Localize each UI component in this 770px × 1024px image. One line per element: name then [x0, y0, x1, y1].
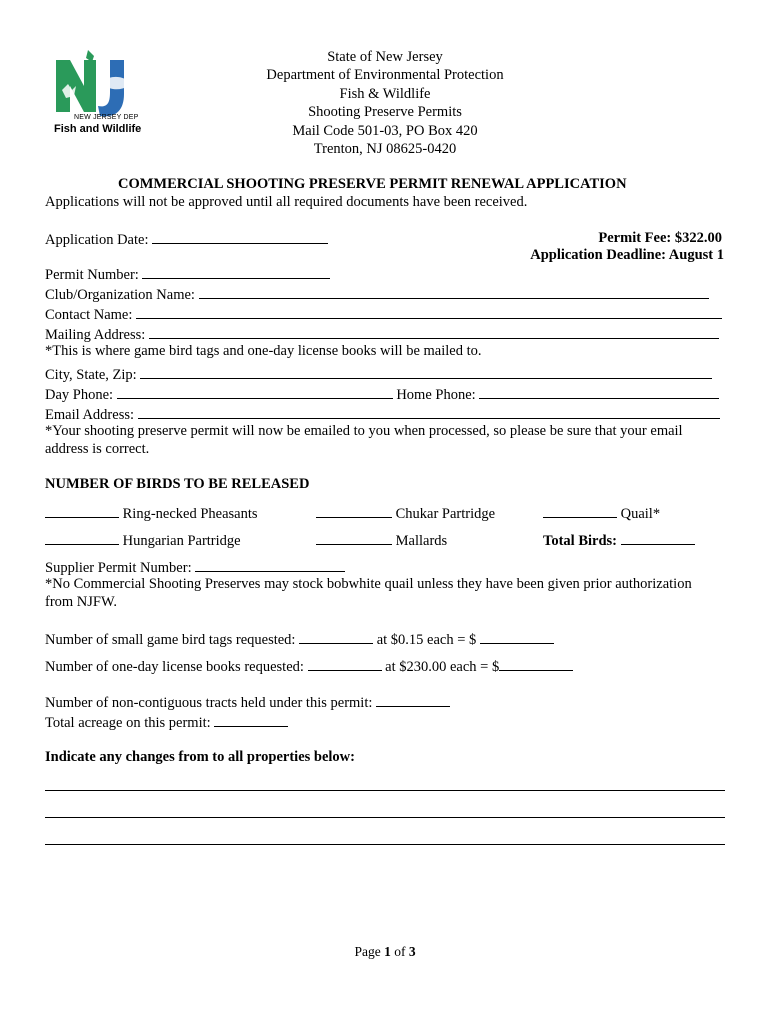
mailing-row: [45, 325, 719, 344]
tracts-label: Number of non-contiguous tracts held under this permit:: [45, 695, 373, 711]
header-division: Fish & Wildlife: [339, 85, 431, 102]
header-city: Trenton, NJ 08625-0420: [313, 141, 457, 158]
page-footer: [0, 944, 770, 960]
form-title: COMMERCIAL SHOOTING PRESERVE PERMIT RENEWAL APPLICATION: [118, 176, 627, 192]
home-phone-field[interactable]: [479, 385, 719, 399]
email-field[interactable]: [138, 405, 720, 419]
mallards-field[interactable]: [316, 531, 392, 545]
acreage-label: Total acreage on this permit:: [45, 715, 211, 731]
quail-note-1: *No Commercial Shooting Preserves may stock bobwhite quail unless they have been given prior authorization: [45, 576, 692, 592]
permit-number-label: Permit Number:: [45, 267, 139, 283]
birds-heading: NUMBER OF BIRDS TO BE RELEASED: [45, 476, 310, 492]
ring-necked-field[interactable]: [45, 504, 119, 518]
hungarian-row: [45, 531, 241, 550]
changes-line-3[interactable]: [45, 844, 725, 845]
page-total: 3: [408, 944, 416, 959]
mailing-field[interactable]: [149, 325, 719, 339]
ring-necked-label: Ring-necked Pheasants: [122, 506, 258, 522]
contact-field[interactable]: [136, 305, 722, 319]
application-date-field[interactable]: [152, 230, 328, 244]
club-row: [45, 285, 709, 304]
of-word: of: [394, 944, 406, 959]
changes-line-2[interactable]: [45, 817, 725, 818]
form-notice: Applications will not be approved until all required documents have been received.: [45, 194, 528, 210]
changes-heading: Indicate any changes from to all properties below:: [45, 749, 355, 765]
supplier-field[interactable]: [195, 558, 345, 572]
books-label: Number of one-day license books requested:: [45, 659, 304, 675]
header-state: State of New Jersey: [327, 49, 443, 65]
acreage-row: [45, 713, 288, 732]
city-label: City, State, Zip:: [45, 367, 137, 383]
application-date-row: [45, 230, 328, 249]
contact-label: Contact Name:: [45, 307, 133, 323]
logo-text: Fish and Wildlife: [54, 123, 142, 135]
page-number: 1: [384, 944, 391, 959]
day-phone-field[interactable]: [117, 385, 393, 399]
tracts-field[interactable]: [376, 693, 450, 707]
email-note-2: address is correct.: [45, 441, 150, 457]
header-department: Department of Environmental Protection: [266, 67, 504, 84]
chukar-label: Chukar Partridge: [395, 506, 496, 522]
books-row: [45, 657, 573, 676]
changes-line-1[interactable]: [45, 790, 725, 791]
tags-quantity-field[interactable]: [299, 630, 373, 644]
books-quantity-field[interactable]: [308, 657, 382, 671]
mailing-label: Mailing Address:: [45, 327, 146, 343]
contact-row: [45, 305, 722, 324]
email-note-1: *Your shooting preserve permit will now be emailed to you when processed, so please be sure that your email: [45, 423, 683, 439]
club-label: Club/Organization Name:: [45, 287, 195, 303]
mallards-label: Mallards: [395, 533, 448, 549]
total-birds-field[interactable]: [621, 531, 695, 545]
permit-number-row: [45, 265, 330, 284]
supplier-label: Supplier Permit Number:: [45, 560, 192, 576]
phone-row: [45, 385, 719, 404]
tags-row: [45, 630, 554, 649]
quail-label: Quail*: [620, 506, 661, 522]
permit-fee: Permit Fee: $322.00: [598, 230, 722, 246]
application-date-label: Application Date:: [45, 232, 149, 248]
quail-note-2: from NJFW.: [45, 594, 117, 610]
acreage-field[interactable]: [214, 713, 288, 727]
email-label: Email Address:: [45, 407, 135, 423]
quail-field[interactable]: [543, 504, 617, 518]
books-price: at $230.00 each = $: [385, 659, 500, 675]
chukar-field[interactable]: [316, 504, 392, 518]
city-row: [45, 365, 712, 384]
mallards-row: [316, 531, 447, 550]
tags-total-field[interactable]: [480, 630, 554, 644]
city-field[interactable]: [140, 365, 712, 379]
day-phone-label: Day Phone:: [45, 387, 114, 403]
total-birds-label: Total Birds:: [543, 533, 617, 549]
total-birds-row: [543, 531, 695, 550]
tags-price: at $0.15 each = $: [376, 632, 477, 648]
header-unit: Shooting Preserve Permits: [308, 104, 462, 121]
supplier-row: [45, 558, 345, 577]
application-deadline: Application Deadline: August 1: [530, 247, 724, 263]
email-row: [45, 405, 720, 424]
chukar-row: [316, 504, 495, 523]
tracts-row: [45, 693, 450, 712]
mailing-note: *This is where game bird tags and one-day license books will be mailed to.: [45, 343, 482, 359]
permit-number-field[interactable]: [142, 265, 330, 279]
header-mail-code: Mail Code 501-03, PO Box 420: [292, 122, 478, 139]
page-word: Page: [354, 944, 381, 959]
club-field[interactable]: [199, 285, 709, 299]
quail-row: [543, 504, 660, 523]
logo-small-text: NEW JERSEY DEP: [74, 114, 139, 121]
home-phone-label: Home Phone:: [396, 387, 476, 403]
agency-header: [190, 48, 580, 158]
ring-necked-row: [45, 504, 258, 523]
hungarian-field[interactable]: [45, 531, 119, 545]
hungarian-label: Hungarian Partridge: [122, 533, 241, 549]
books-total-field[interactable]: [499, 657, 573, 671]
tags-label: Number of small game bird tags requested:: [45, 632, 296, 648]
